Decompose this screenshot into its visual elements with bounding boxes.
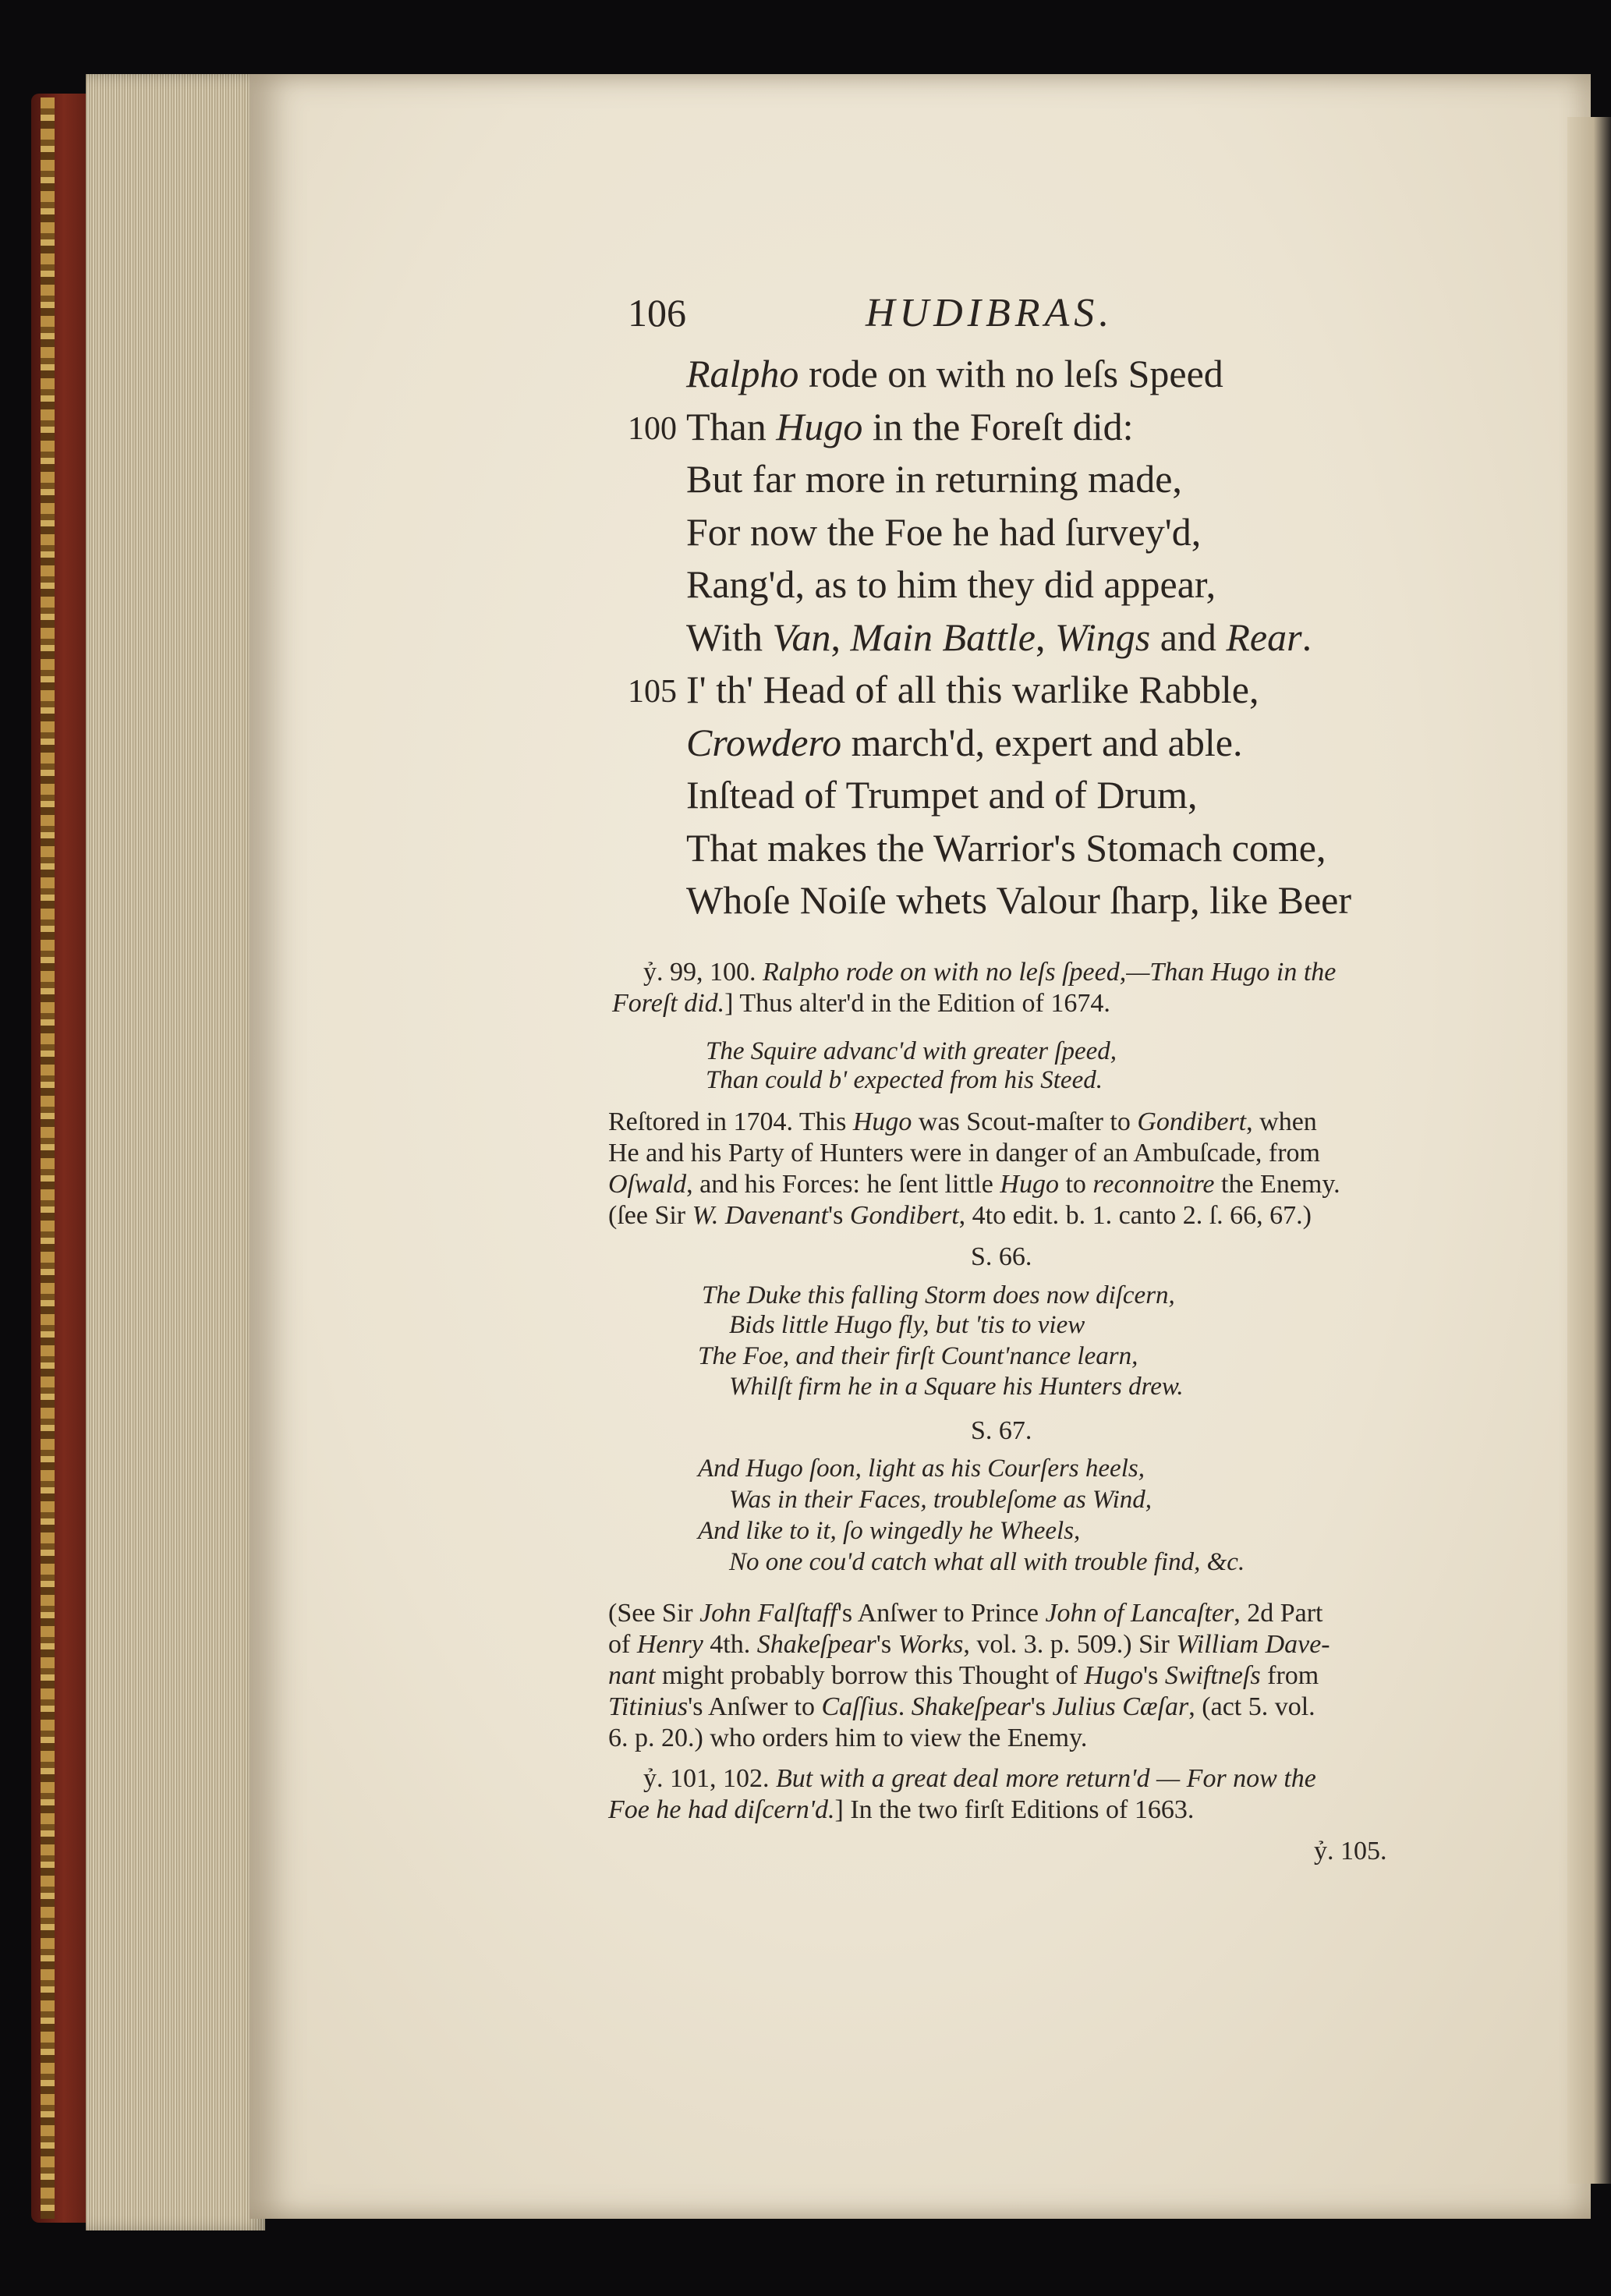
next-page-edge (1567, 117, 1611, 2184)
verse-line: I' th' Head of all this warlike Rabble, (686, 668, 1259, 711)
quoted-verse-line: The Foe, and their firſt Count'nance learn, (698, 1342, 1138, 1370)
verse-line: But far more in returning made, (686, 457, 1182, 501)
verse-line: For now the Foe he had ſurvey'd, (686, 509, 1202, 554)
footnote-line: ỷ. 101, 102. But with a great deal more return'd — For now the (643, 1764, 1316, 1793)
footnote-line: Reſtored in 1704. This Hugo was Scout-maſter to Gondibert, when (608, 1107, 1317, 1136)
quoted-verse-line: The Duke this falling Storm does now diſcern, (702, 1281, 1175, 1309)
stanza-heading: S. 67. (971, 1416, 1032, 1445)
gilt-spine-decoration (41, 97, 55, 2219)
verse-line-number: 105 (628, 674, 677, 710)
catchword: ỷ. 105. (1314, 1837, 1387, 1866)
footnote-line: Foreſt did.] Thus alter'd in the Edition of 1674. (612, 989, 1110, 1018)
footnote-line: (See Sir John Falſtaff's Anſwer to Prince John of Lancaſter, 2d Part (608, 1599, 1323, 1628)
verse-line: With Van, Main Battle, Wings and Rear. (686, 615, 1312, 659)
running-title: HUDIBRAS. (866, 291, 1114, 335)
footnote-line: Titinius's Anſwer to Caſſius. Shakeſpear's Julius Cæſar, (act 5. vol. (608, 1692, 1315, 1721)
stanza-heading: S. 66. (971, 1242, 1032, 1271)
verse-line: Crowdero march'd, expert and able. (686, 720, 1243, 764)
quoted-verse-line: And Hugo ſoon, light as his Courſers heels, (698, 1454, 1145, 1483)
verse-line: Rang'd, as to him they did appear, (686, 562, 1216, 606)
verse-line-number: 100 (628, 410, 677, 447)
footnote-line: (ſee Sir W. Davenant's Gondibert, 4to edit. b. 1. canto 2. ſ. 66, 67.) (608, 1201, 1312, 1230)
page-stack-edge (86, 74, 265, 2230)
quoted-verse-line: The Squire advanc'd with greater ſpeed, (706, 1037, 1117, 1065)
footnote-line: Foe he had diſcern'd.] In the two firſt Editions of 1663. (608, 1795, 1195, 1824)
footnote-line: He and his Party of Hunters were in danger of an Ambuſcade, from (608, 1139, 1321, 1167)
verse-line: Whoſe Noiſe whets Valour ſharp, like Beer (686, 878, 1352, 922)
verse-line: Than Hugo in the Foreſt did: (686, 404, 1134, 448)
verse-line: Ralpho rode on with no leſs Speed (686, 352, 1223, 395)
verse-line: Inſtead of Trumpet and of Drum, (686, 773, 1198, 817)
quoted-verse-line: Whilſt firm he in a Square his Hunters drew. (729, 1373, 1184, 1401)
quoted-verse-line: Bids little Hugo fly, but 'tis to view (729, 1311, 1085, 1339)
footnote-line: nant might probably borrow this Thought of Hugo's Swiftneſs from (608, 1661, 1319, 1690)
footnote-line: 6. p. 20.) who orders him to view the Enemy. (608, 1724, 1088, 1752)
quoted-verse-line: Than could b' expected from his Steed. (706, 1066, 1103, 1094)
footnote-line: Oſwald, and his Forces: he ſent little Hugo to reconnoitre the Enemy. (608, 1170, 1340, 1199)
verse-line: That makes the Warrior's Stomach come, (686, 825, 1326, 870)
page-number: 106 (628, 291, 686, 335)
quoted-verse-line: Was in their Faces, troubleſome as Wind, (729, 1486, 1152, 1514)
footnote-line: ỷ. 99, 100. Ralpho rode on with no leſs ſpeed,—Than Hugo in the (643, 958, 1337, 987)
quoted-verse-line: No one cou'd catch what all with trouble find, &c. (729, 1548, 1245, 1576)
footnote-line: of Henry 4th. Shakeſpear's Works, vol. 3. p. 509.) Sir William Dave- (608, 1630, 1330, 1659)
quoted-verse-line: And like to it, ſo wingedly he Wheels, (698, 1517, 1081, 1545)
